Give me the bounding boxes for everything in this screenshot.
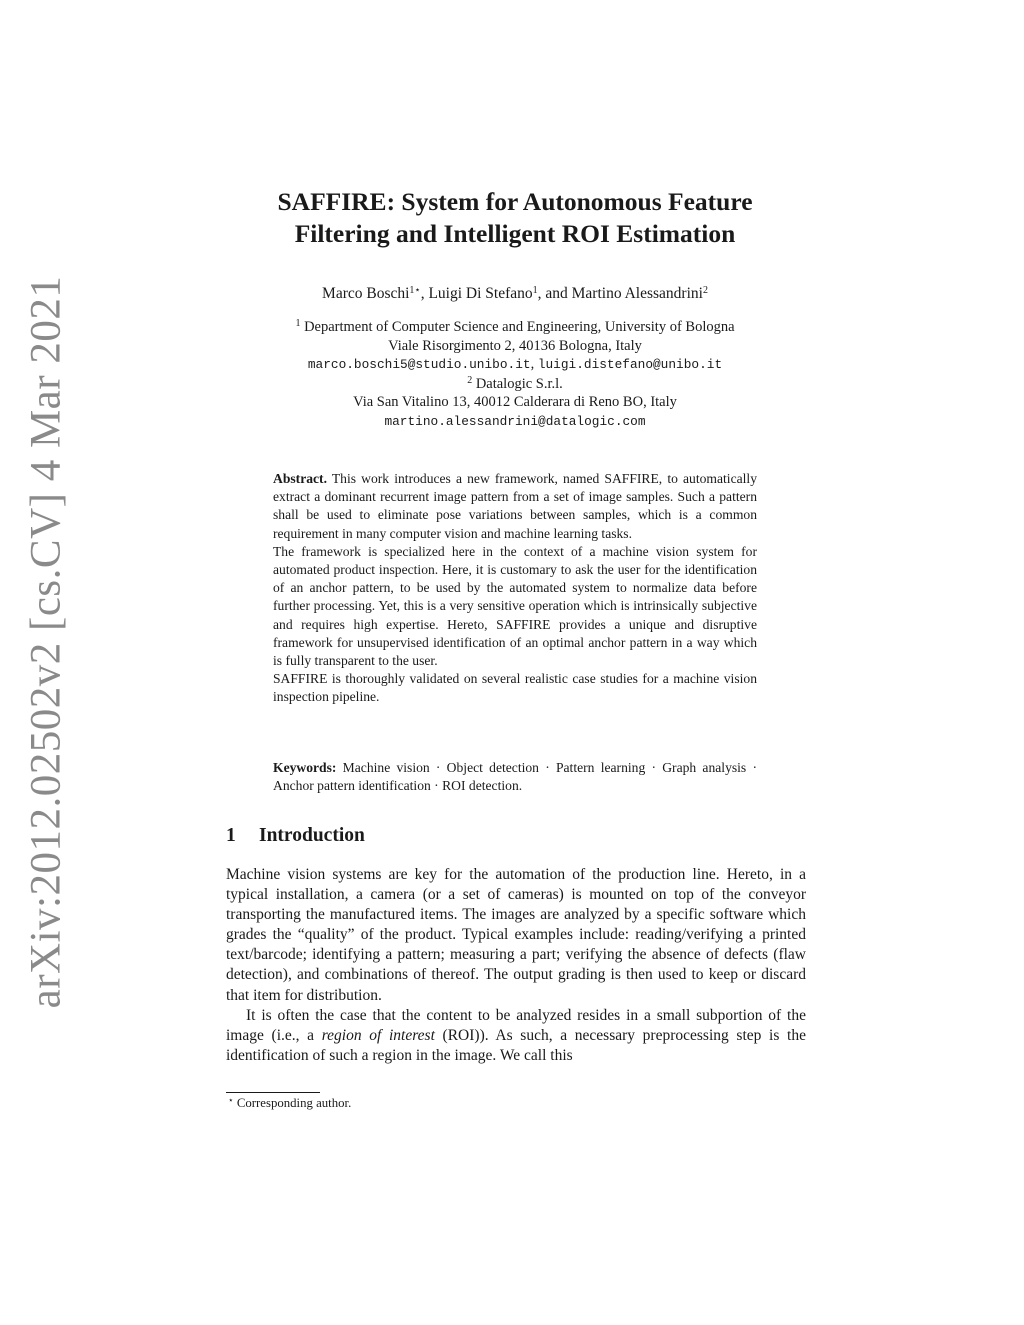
affiliation-2-email — [200, 412, 830, 432]
section-heading — [226, 825, 365, 847]
affiliation-2-name — [200, 375, 830, 394]
paper-title — [200, 186, 830, 250]
abstract-paragraph-2: The framework is specialized here in the context of a machine vision system for automated product inspection. Here, it is customary to ask the user for the identification of an anchor pattern, to be used by the automated system to normalize data before further processing. Yet, this is a very sensitive operation which is intrinsically subjective and requires high expertise. Hereto, SAFFIRE provides a unique and disruptive framework for unsupervised identification of an optimal anchor pattern in a way which is fully transparent to the user. — [273, 543, 757, 669]
keywords — [273, 759, 757, 795]
emphasis-text: region of interest — [321, 1026, 435, 1044]
body-paragraph-1: Machine vision systems are key for the automation of the production line. Hereto, in a typical installation, a camera (or a set of cameras) is mounted on top of the conveyor transporting the manufactured items. The images are analyzed by a specific software which grades the “quality” of the product. Typical examples include: reading/verifying a printed text/barcode; identifying a pattern; measuring a part; verifying the absence of defects (flaw detection), and combinations of thereof. The output grading is then used to keep or discard that item for distribution. — [226, 866, 806, 1004]
footnote — [228, 1096, 351, 1111]
affiliations — [200, 318, 830, 432]
email-link[interactable]: martino.alessandrini@datalogic.com — [384, 413, 646, 429]
body-text — [226, 865, 806, 1066]
abstract-text: This work introduces a new framework, named SAFFIRE, to automatically extract a dominant recurrent image pattern from a set of image samples. Such a pattern shall be used to eliminate pose variations between samples, which is a common requirement in many computer vision and machine learning tasks. — [273, 471, 757, 541]
body-text-run: (ROI)). As such, a necessary preprocessing step is the identification of such a region in the image. We call this — [226, 1026, 806, 1064]
footnote-mark: ⋆ — [228, 1095, 234, 1105]
author-mark: 1⋆ — [409, 285, 421, 296]
affiliation-1-name — [200, 318, 830, 337]
email-link[interactable]: luigi.distefano@unibo.it — [537, 357, 723, 373]
keywords-text: Machine vision · Object detection · Pattern learning · Graph analysis · Anchor pattern identification · ROI detection. — [273, 760, 757, 794]
author-mark: 1 — [532, 285, 538, 296]
author-name: Luigi Di Stefano — [428, 285, 533, 302]
keywords-label: Keywords: — [273, 760, 337, 775]
affiliation-mark: 1 — [295, 318, 301, 329]
author-name: Marco Boschi — [322, 285, 410, 302]
affiliation-2-address: Via San Vitalino 13, 40012 Calderara di Reno BO, Italy — [353, 394, 677, 411]
section-number: 1 — [226, 825, 236, 846]
affiliation-text: Department of Computer Science and Engineering, University of Bologna — [304, 319, 735, 335]
abstract — [273, 470, 757, 707]
author-separator: , — [420, 285, 429, 302]
author-name: Martino Alessandrini — [571, 285, 703, 302]
title-line-1: SAFFIRE: System for Autonomous Feature — [277, 187, 753, 216]
email-link[interactable]: marco.boschi5@studio.unibo.it — [307, 357, 531, 373]
footnote-rule — [226, 1092, 320, 1093]
author-mark: 2 — [702, 285, 708, 296]
email-separator: , — [530, 356, 538, 373]
author-list — [200, 285, 830, 303]
affiliation-text: Datalogic S.r.l. — [475, 375, 563, 392]
body-paragraph-2 — [226, 1006, 806, 1066]
section-title: Introduction — [259, 825, 365, 846]
abstract-paragraph-1 — [273, 470, 757, 543]
affiliation-1-address: Viale Risorgimento 2, 40136 Bologna, Italy — [388, 337, 642, 354]
abstract-paragraph-3: SAFFIRE is thoroughly validated on several realistic case studies for a machine vision inspection pipeline. — [273, 671, 757, 705]
abstract-label: Abstract. — [273, 471, 327, 486]
arxiv-side-stamp: arXiv:2012.02502v2 [cs.CV] 4 Mar 2021 — [22, 275, 70, 1009]
footnote-text: Corresponding author. — [233, 1096, 352, 1110]
affiliation-mark: 2 — [467, 374, 473, 386]
author-separator: , and — [537, 285, 572, 302]
body-text-run: It is often the case that the content to be analyzed resides in a small subportion of the image (i.e., a — [226, 1006, 806, 1044]
title-line-2: Filtering and Intelligent ROI Estimation — [294, 219, 736, 248]
affiliation-1-emails — [200, 355, 830, 375]
